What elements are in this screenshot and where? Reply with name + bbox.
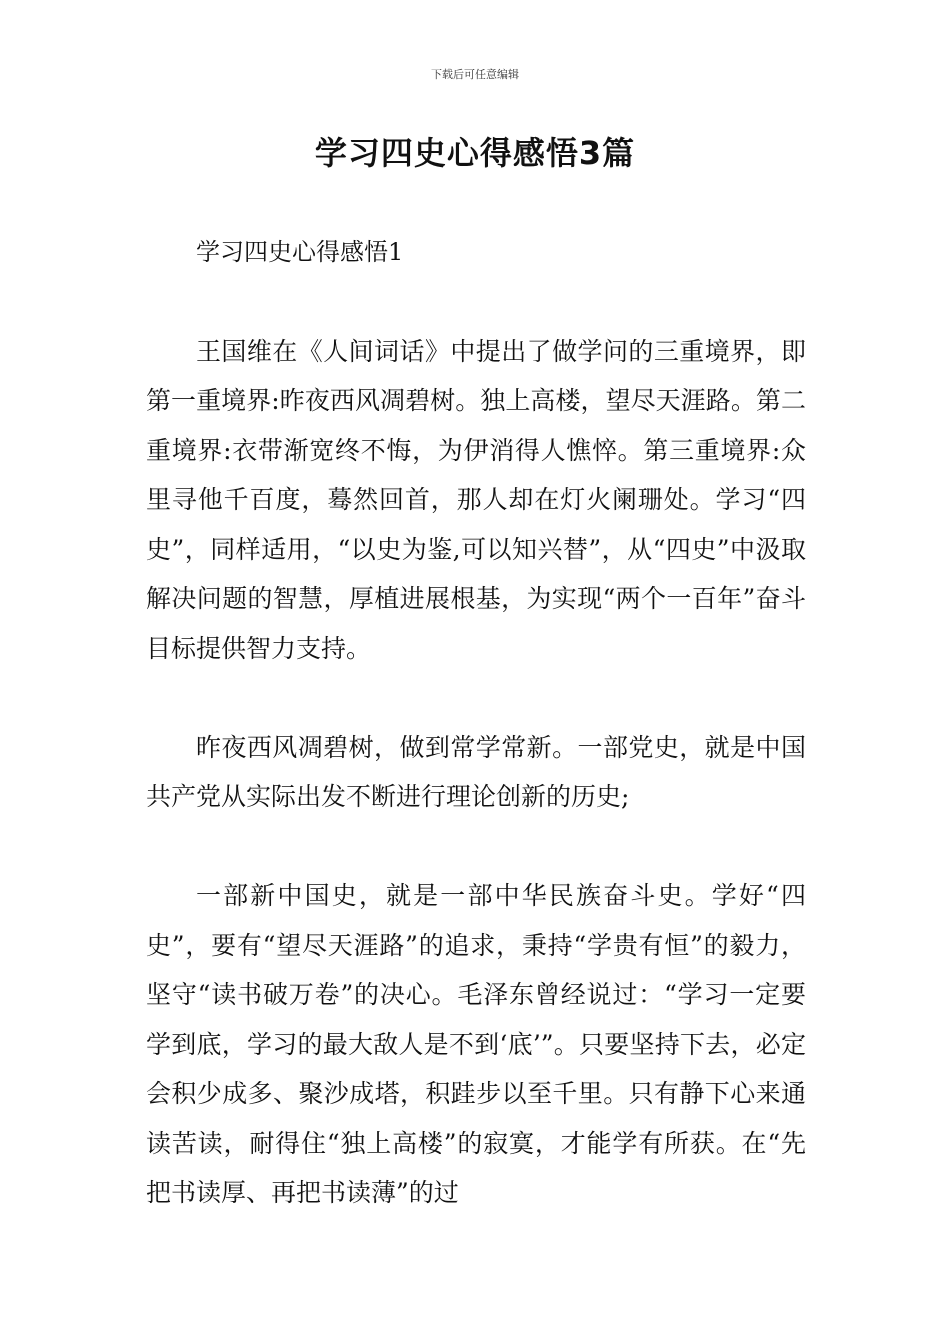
section-heading: 学习四史心得感悟1 (196, 238, 404, 266)
paragraph-2: 昨夜西风凋碧树，做到常学常新。一部党史，就是中国共产党从实际出发不断进行理论创新的历史; (146, 732, 806, 811)
header-note: 下载后可任意编辑 (431, 68, 519, 81)
document-title: 学习四史心得感悟3篇 (314, 134, 636, 172)
document-body (146, 228, 806, 1267)
paragraph-3: 一部新中国史，就是一部中华民族奋斗史。学好“四史”，要有“望尽天涯路”的追求，秉持“学贵有恒”的毅力，坚守“读书破万卷”的决心。毛泽东曾经说过：“学习一定要学到底，学习的最大敌人是不到‘底’”。只要坚持下去，必定会积少成多、聚沙成塔，积跬步以至千里。只有静下心来通读苦读，耐得住“独上高楼”的寂寞，才能学有所获。在“先把书读厚、再把书读薄”的过 (146, 881, 806, 1207)
paragraph-1: 王国维在《人间词话》中提出了做学问的三重境界，即第一重境界:昨夜西风凋碧树。独上高楼，望尽天涯路。第二重境界:衣带渐宽终不悔，为伊消得人憔悴。第三重境界:众里寻他千百度，蓦然回首，那人却在灯火阑珊处。学习“四史”，同样适用，“以史为鉴,可以知兴替”，从“四史”中汲取解决问题的智慧，厚植进展根基，为实现“两个一百年”奋斗目标提供智力支持。 (146, 336, 806, 663)
